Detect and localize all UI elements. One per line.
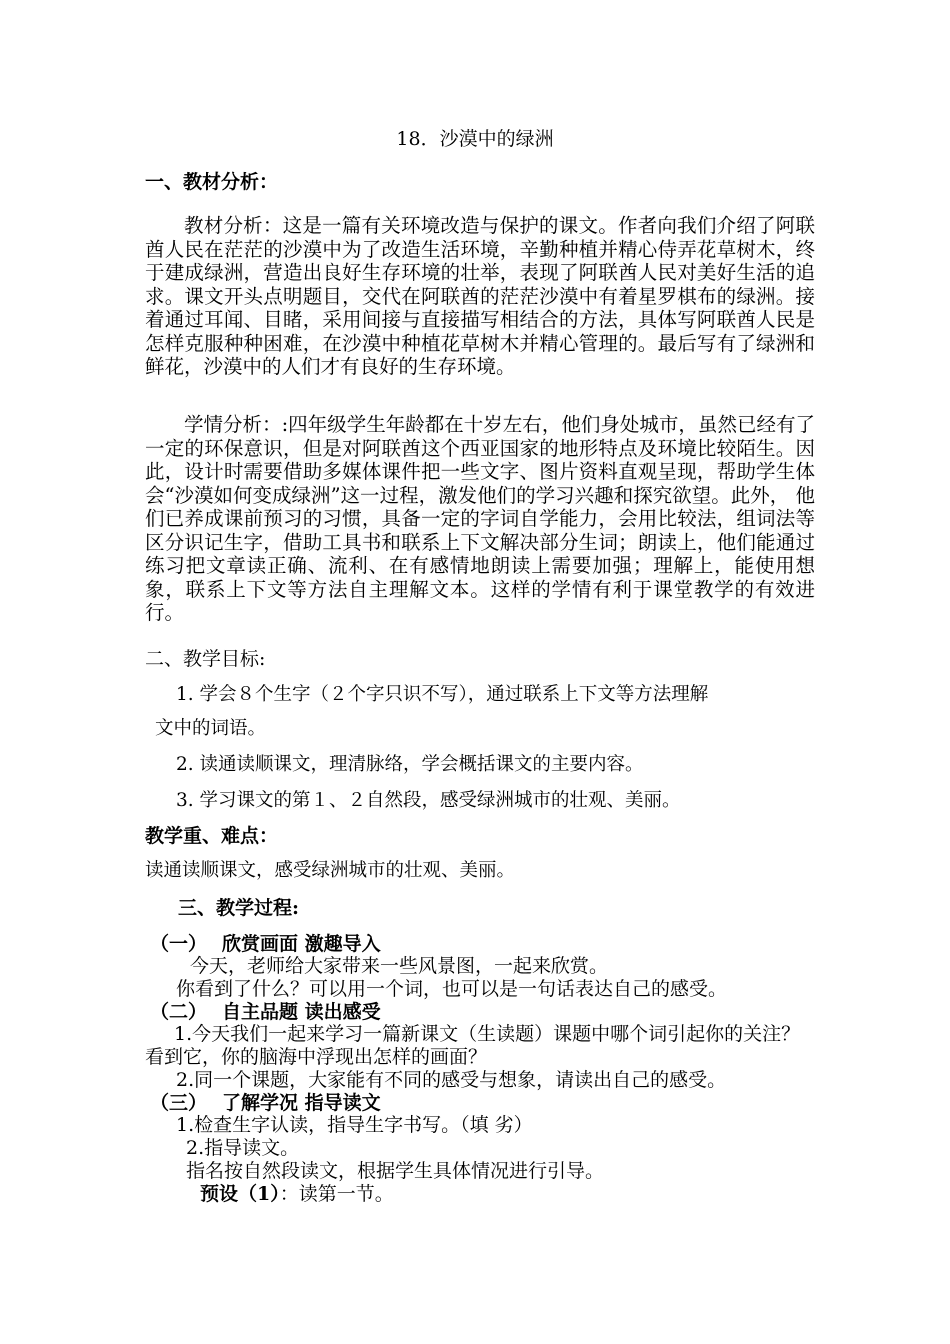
keypoints-text: 读通读顺课文，感受绿洲城市的壮观、美丽。 — [145, 860, 516, 881]
part2-label: （二） — [150, 1001, 208, 1023]
student-analysis-paragraph: 学情分析：:四年级学生年龄都在十岁左右，他们身处城市，虽然已经有了一定的环保意识，但是对阿联酋这个西亚国家的地形特点及环境比较陌生。因此，设计时需要借助多媒体课件把一些文字、图片资料直观呈现，帮助学生体会“沙漠如何变成绿洲”这一过程，激发他们的学习兴趣和探究欲望。此外， 他们已养成课前预习的习惯，具备一定的字词自学能力，会用比较法，组词法等区分识记生字，借助工具书和联系上下文解决部分生词；朗读上，他们能通过练习把文章读正确、流利、在有感情地朗读上需要加强；理解上，能使用想象，联系上下文等方法自主理解文本。这样的学情有利于课堂教学的有效进行。 — [145, 413, 815, 624]
part1-title: 欣赏画面 激趣导入 — [222, 933, 381, 955]
document-title: 18．沙漠中的绿洲 — [396, 128, 554, 150]
part2-item1: 1.今天我们一起来学习一篇新课文（生读题）课题中哪个词引起你的关注？看到它，你的脑海中浮现出怎样的画面？ — [145, 1023, 801, 1068]
part1-heading — [150, 932, 381, 956]
preset-text: ：读第一节。 — [279, 1183, 394, 1205]
part3-item1: 1.检查生字认读，指导生字书写。（填 劣） — [176, 1114, 533, 1136]
part1-line1: 今天，老师给大家带来一些风景图，一起来欣赏。 — [190, 955, 609, 977]
section2-heading: 二、教学目标: — [145, 648, 266, 670]
part3-title: 了解学况 指导读文 — [222, 1092, 381, 1114]
part3-preset — [200, 1183, 394, 1206]
part3-item3: 指名按自然段读文，根据学生具体情况进行引导。 — [186, 1160, 605, 1182]
part1-label: （一） — [150, 933, 208, 955]
goal-3: 3. 学习课文的第１、２自然段，感受绿洲城市的壮观、美丽。 — [176, 790, 681, 811]
preset-label: 预设（1） — [200, 1183, 280, 1205]
part2-item2: 2.同一个课题，大家能有不同的感受与想象，请读出自己的感受。 — [176, 1069, 727, 1091]
part3-item2: 2.指导读文。 — [186, 1137, 300, 1159]
part3-heading — [150, 1091, 381, 1115]
keypoints-heading: 教学重、难点： — [145, 825, 279, 847]
section1-heading: 一、教材分析： — [145, 171, 279, 193]
goal-1-line2: 文中的词语。 — [155, 718, 267, 739]
goal-2: 2. 读通读顺课文，理清脉络，学会概括课文的主要内容。 — [176, 754, 644, 775]
textbook-analysis-paragraph: 教材分析：这是一篇有关环境改造与保护的课文。作者向我们介绍了阿联酋人民在茫茫的沙漠中为了改造生活环境，辛勤种植并精心侍弄花草树木，终于建成绿洲，营造出良好生存环境的壮举，表现了阿联酋人民对美好生活的追求。课文开头点明题目，交代在阿联酋的茫茫沙漠中有着星罗棋布的绿洲。接着通过耳闻、目睹，采用间接与直接描写相结合的方法，具体写阿联酋人民是怎样克服种种困难，在沙漠中种植花草树木并精心管理的。最后写有了绿洲和鲜花，沙漠中的人们才有良好的生存环境。 — [145, 214, 815, 378]
goal-1-line1: 1. 学会８个生字（２个字只识不写），通过联系上下文等方法理解 — [176, 684, 709, 705]
section3-heading: 三、教学过程: — [178, 897, 300, 919]
part2-heading — [150, 1000, 381, 1024]
part2-title: 自主品题 读出感受 — [222, 1001, 381, 1023]
part1-line2: 你看到了什么？可以用一个词，也可以是一句话表达自己的感受。 — [176, 978, 728, 1000]
part3-label: （三） — [150, 1092, 208, 1114]
